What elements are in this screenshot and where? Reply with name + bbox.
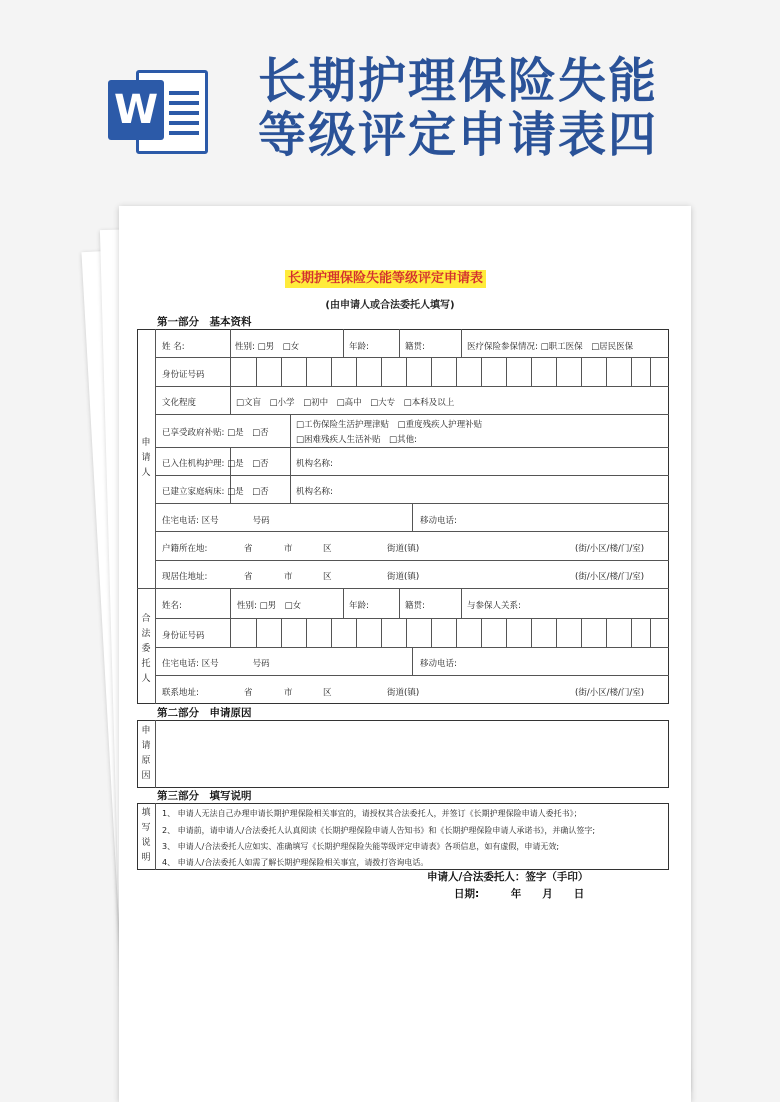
side-label-applicant: 申请人	[141, 438, 151, 478]
agent-age-label: 年龄:	[349, 601, 369, 611]
agent-address-province: 省	[244, 688, 253, 698]
agent-mobile-label: 移动电话:	[420, 659, 457, 669]
agent-phone-label: 住宅电话: 区号 号码	[162, 659, 270, 669]
residence-label: 现居住地址:	[162, 572, 208, 582]
education-options[interactable]: □文盲 □小学 □初中 □高中 □大专 □本科及以上	[236, 398, 455, 408]
side-label-agent: 合法委托人	[141, 614, 151, 684]
hukou-detail: (街/小区/楼/门/室)	[575, 544, 645, 554]
hukou-district: 区	[323, 544, 332, 554]
home-bed-label[interactable]: 已建立家庭病床: □是 □否	[162, 487, 269, 497]
applicant-phone-label: 住宅电话: 区号 号码	[162, 516, 270, 526]
agent-address-district: 区	[323, 688, 332, 698]
agent-name-label: 姓名:	[162, 601, 182, 611]
note-item-1: 1、 申请人无法自己办理申请长期护理保险相关事宜的，请授权其合法委托人，并签订《长期护理保险申请人委托书》；	[162, 809, 582, 818]
note-item-4: 4、 申请人/合法委托人如需了解长期护理保险相关事宜，请拨打咨询电话。	[162, 858, 429, 867]
applicant-insurance-field[interactable]: 医疗保险参保情况: □职工医保 □居民医保	[467, 342, 634, 352]
residence-district: 区	[323, 572, 332, 582]
residence-province: 省	[244, 572, 253, 582]
applicant-id-label: 身份证号码	[162, 370, 205, 380]
agent-id-label: 身份证号码	[162, 631, 205, 641]
residence-detail: (街/小区/楼/门/室)	[575, 572, 645, 582]
side-label-notes: 填写说明	[141, 808, 151, 863]
signature-line: 申请人/合法委托人：签字（手印）	[427, 871, 589, 883]
page-title	[258, 54, 678, 162]
applicant-name-label: 姓 名:	[162, 342, 185, 352]
agent-address-city: 市	[284, 688, 293, 698]
word-icon	[108, 66, 210, 158]
institution-care-label[interactable]: 已入住机构护理: □是 □否	[162, 459, 269, 469]
education-label: 文化程度	[162, 398, 197, 408]
note-item-3: 3、 申请人/合法委托人应如实、准确填写《长期护理保险失能等级评定申请表》各项信息，如有虚假，申请无效;	[162, 842, 560, 851]
side-label-reason: 申请原因	[141, 726, 151, 781]
subsidy-options-2[interactable]: □困难残疾人生活补贴 □其他:	[296, 435, 417, 445]
applicant-native-label: 籍贯:	[405, 342, 425, 352]
subsidy-options-1[interactable]: □工伤保险生活护理津贴 □重度残疾人护理补贴	[296, 420, 483, 430]
part2-heading: 第二部分 申请原因	[157, 707, 252, 719]
part1-heading: 第一部分 基本资料	[157, 316, 252, 328]
agent-relation-label: 与参保人关系:	[467, 601, 521, 611]
residence-street: 街道(镇)	[387, 572, 420, 582]
agent-address-detail: (街/小区/楼/门/室)	[575, 688, 645, 698]
hukou-city: 市	[284, 544, 293, 554]
applicant-age-label: 年龄:	[349, 342, 369, 352]
page-title-line1: 长期护理保险失能	[258, 53, 659, 109]
word-logo-letter: W	[108, 80, 164, 140]
agent-address-label: 联系地址:	[162, 688, 199, 698]
agent-gender-field[interactable]: 性别: □男 □女	[237, 601, 302, 611]
form-subtitle: (由申请人或合法委托人填写)	[325, 300, 455, 311]
hukou-street: 街道(镇)	[387, 544, 420, 554]
applicant-gender-field[interactable]: 性别: □男 □女	[235, 342, 300, 352]
page-title-line2: 等级评定申请表四	[258, 107, 659, 163]
applicant-mobile-label: 移动电话:	[420, 516, 457, 526]
note-item-2: 2、 申请前，请申请人/合法委托人认真阅读《长期护理保险申请人告知书》和《长期护理保险申请人承诺书》，并确认签字;	[162, 826, 596, 835]
form-title: 长期护理保险失能等级评定申请表	[285, 270, 486, 288]
hukou-label: 户籍所在地:	[162, 544, 208, 554]
reason-input-area[interactable]	[157, 722, 667, 786]
subsidy-label[interactable]: 已享受政府补贴: □是 □否	[162, 428, 269, 438]
hukou-province: 省	[244, 544, 253, 554]
home-institution-name-label: 机构名称:	[296, 487, 333, 497]
date-line: 日期: 年 月 日	[454, 888, 585, 900]
agent-address-street: 街道(镇)	[387, 688, 420, 698]
residence-city: 市	[284, 572, 293, 582]
institution-name-label: 机构名称:	[296, 459, 333, 469]
part3-heading: 第三部分 填写说明	[157, 790, 252, 802]
agent-native-label: 籍贯:	[405, 601, 425, 611]
